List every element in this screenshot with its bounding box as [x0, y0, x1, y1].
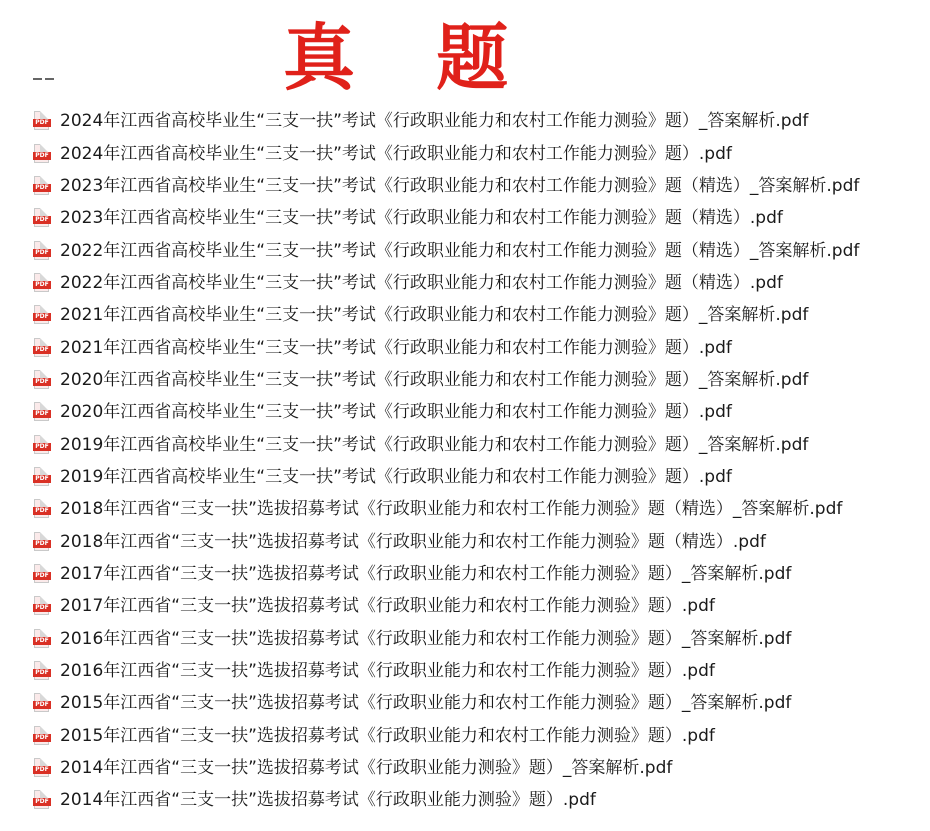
file-item[interactable]	[33, 590, 859, 622]
file-name: 2022年江西省高校毕业生“三支一扶”考试《行政职业能力和农村工作能力测验》题（精选）.pdf	[60, 272, 783, 293]
file-item[interactable]	[33, 202, 859, 234]
pdf-file-icon	[33, 532, 51, 552]
pdf-file-icon	[33, 241, 51, 261]
pdf-file-icon	[33, 111, 51, 131]
pdf-file-icon	[33, 596, 51, 616]
pdf-badge: PDF	[33, 798, 51, 806]
pdf-file-icon	[33, 435, 51, 455]
pdf-badge: PDF	[33, 378, 51, 386]
pdf-file-icon	[33, 338, 51, 358]
pdf-file-icon	[33, 273, 51, 293]
pdf-file-icon	[33, 305, 51, 325]
file-name: 2020年江西省高校毕业生“三支一扶”考试《行政职业能力和农村工作能力测验》题）.pdf	[60, 402, 732, 423]
pdf-file-icon	[33, 564, 51, 584]
file-item[interactable]	[33, 784, 859, 816]
pdf-file-icon	[33, 402, 51, 422]
pdf-badge: PDF	[33, 184, 51, 192]
pdf-badge: PDF	[33, 249, 51, 257]
file-name: 2014年江西省“三支一扶”选拔招募考试《行政职业能力测验》题）.pdf	[60, 790, 596, 811]
pdf-file-icon	[33, 208, 51, 228]
cropped-text-fragment	[33, 72, 63, 82]
pdf-file-icon	[33, 144, 51, 164]
file-name: 2021年江西省高校毕业生“三支一扶”考试《行政职业能力和农村工作能力测验》题）_答案解析.pdf	[60, 305, 809, 326]
pdf-badge: PDF	[33, 443, 51, 451]
file-item[interactable]	[33, 105, 859, 137]
file-item[interactable]	[33, 267, 859, 299]
pdf-badge: PDF	[33, 216, 51, 224]
pdf-file-icon	[33, 693, 51, 713]
pdf-badge: PDF	[33, 346, 51, 354]
pdf-badge: PDF	[33, 637, 51, 645]
pdf-badge: PDF	[33, 604, 51, 612]
pdf-badge: PDF	[33, 410, 51, 418]
file-name: 2023年江西省高校毕业生“三支一扶”考试《行政职业能力和农村工作能力测验》题（精选）.pdf	[60, 208, 783, 229]
pdf-badge: PDF	[33, 766, 51, 774]
cropped-stroke	[45, 78, 54, 80]
file-item[interactable]	[33, 493, 859, 525]
file-item[interactable]	[33, 331, 859, 363]
file-item[interactable]	[33, 234, 859, 266]
pdf-badge: PDF	[33, 475, 51, 483]
file-item[interactable]	[33, 720, 859, 752]
pdf-file-icon	[33, 661, 51, 681]
pdf-badge: PDF	[33, 734, 51, 742]
pdf-badge: PDF	[33, 313, 51, 321]
pdf-badge: PDF	[33, 281, 51, 289]
pdf-file-icon	[33, 176, 51, 196]
file-item[interactable]	[33, 655, 859, 687]
file-name: 2017年江西省“三支一扶”选拔招募考试《行政职业能力和农村工作能力测验》题）_答案解析.pdf	[60, 563, 792, 584]
file-item[interactable]	[33, 558, 859, 590]
file-name: 2021年江西省高校毕业生“三支一扶”考试《行政职业能力和农村工作能力测验》题）.pdf	[60, 337, 732, 358]
file-item[interactable]	[33, 137, 859, 169]
pdf-file-icon	[33, 499, 51, 519]
pdf-badge: PDF	[33, 152, 51, 160]
file-name: 2024年江西省高校毕业生“三支一扶”考试《行政职业能力和农村工作能力测验》题）.pdf	[60, 143, 732, 164]
file-item[interactable]	[33, 687, 859, 719]
file-list	[33, 105, 859, 817]
file-name: 2020年江西省高校毕业生“三支一扶”考试《行政职业能力和农村工作能力测验》题）_答案解析.pdf	[60, 369, 809, 390]
file-item[interactable]	[33, 752, 859, 784]
file-name: 2016年江西省“三支一扶”选拔招募考试《行政职业能力和农村工作能力测验》题）.pdf	[60, 661, 715, 682]
file-name: 2017年江西省“三支一扶”选拔招募考试《行政职业能力和农村工作能力测验》题）.pdf	[60, 596, 715, 617]
file-item[interactable]	[33, 299, 859, 331]
pdf-badge: PDF	[33, 540, 51, 548]
page-title: 真 题	[283, 15, 537, 100]
file-name: 2019年江西省高校毕业生“三支一扶”考试《行政职业能力和农村工作能力测验》题）_答案解析.pdf	[60, 434, 809, 455]
pdf-file-icon	[33, 758, 51, 778]
pdf-badge: PDF	[33, 507, 51, 515]
file-item[interactable]	[33, 525, 859, 557]
file-name: 2022年江西省高校毕业生“三支一扶”考试《行政职业能力和农村工作能力测验》题（精选）_答案解析.pdf	[60, 240, 860, 261]
file-name: 2024年江西省高校毕业生“三支一扶”考试《行政职业能力和农村工作能力测验》题）_答案解析.pdf	[60, 111, 809, 132]
file-name: 2015年江西省“三支一扶”选拔招募考试《行政职业能力和农村工作能力测验》题）_答案解析.pdf	[60, 693, 792, 714]
pdf-file-icon	[33, 726, 51, 746]
file-name: 2019年江西省高校毕业生“三支一扶”考试《行政职业能力和农村工作能力测验》题）.pdf	[60, 466, 732, 487]
pdf-file-icon	[33, 370, 51, 390]
file-item[interactable]	[33, 396, 859, 428]
pdf-file-icon	[33, 629, 51, 649]
pdf-badge: PDF	[33, 119, 51, 127]
file-name: 2018年江西省“三支一扶”选拔招募考试《行政职业能力和农村工作能力测验》题（精选）_答案解析.pdf	[60, 499, 843, 520]
pdf-badge: PDF	[33, 701, 51, 709]
cropped-stroke	[33, 78, 42, 80]
file-name: 2015年江西省“三支一扶”选拔招募考试《行政职业能力和农村工作能力测验》题）.pdf	[60, 725, 715, 746]
pdf-badge: PDF	[33, 572, 51, 580]
file-name: 2014年江西省“三支一扶”选拔招募考试《行政职业能力测验》题）_答案解析.pdf	[60, 758, 673, 779]
pdf-file-icon	[33, 467, 51, 487]
file-name: 2018年江西省“三支一扶”选拔招募考试《行政职业能力和农村工作能力测验》题（精选）.pdf	[60, 531, 766, 552]
pdf-badge: PDF	[33, 669, 51, 677]
file-item[interactable]	[33, 428, 859, 460]
file-item[interactable]	[33, 623, 859, 655]
pdf-file-icon	[33, 790, 51, 810]
file-item[interactable]	[33, 170, 859, 202]
file-item[interactable]	[33, 364, 859, 396]
file-name: 2016年江西省“三支一扶”选拔招募考试《行政职业能力和农村工作能力测验》题）_答案解析.pdf	[60, 628, 792, 649]
file-name: 2023年江西省高校毕业生“三支一扶”考试《行政职业能力和农村工作能力测验》题（精选）_答案解析.pdf	[60, 175, 860, 196]
file-item[interactable]	[33, 461, 859, 493]
